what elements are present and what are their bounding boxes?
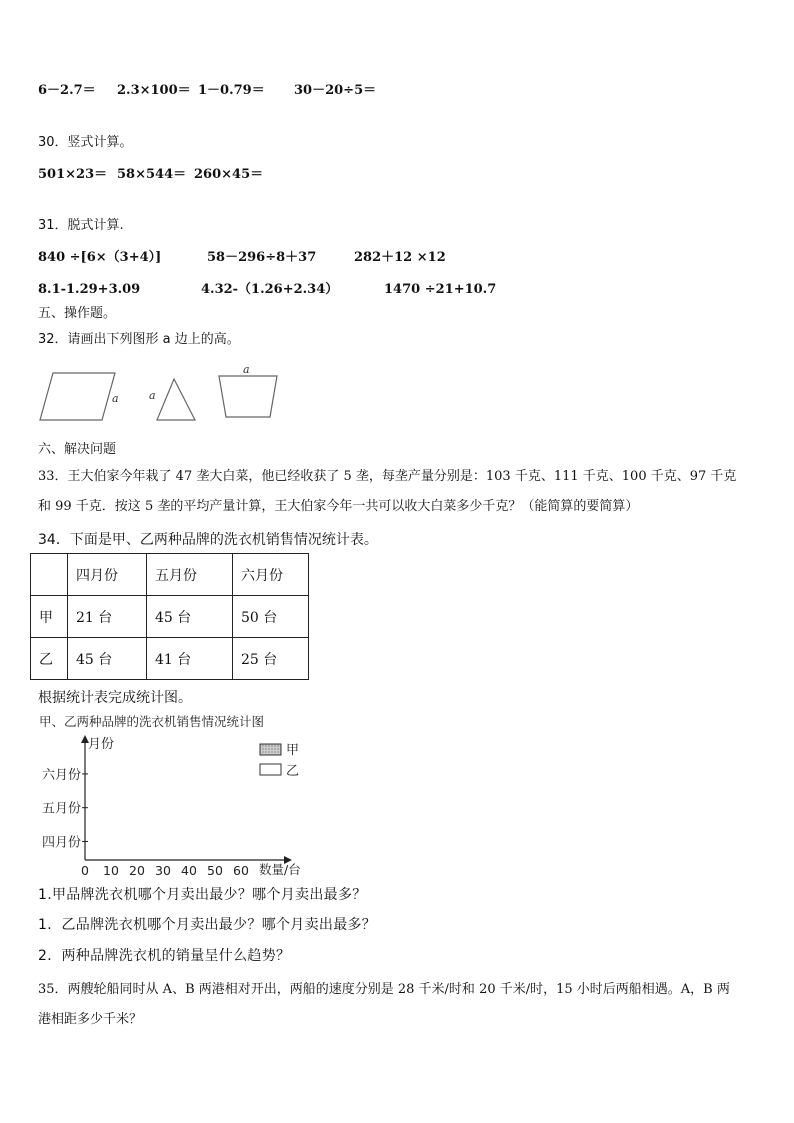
calc-item: 840 ÷[6×（3+4）] [38,250,162,265]
q33-line-2: 和 99 千克．按这 5 垄的平均产量计算，王大伯家今年一共可以收大白菜多少千克？（能简算的要简算） [38,499,639,514]
table-cell: 25 台 [233,638,309,680]
chart-category-labels [42,768,88,851]
table-header-cell: 四月份 [68,554,147,596]
sales-table [30,553,309,680]
calc-item: 58×544＝ [117,167,187,182]
q34-title: 34．下面是甲、乙两种品牌的洗衣机销售情况统计表。 [38,532,378,548]
table-header-cell [31,554,68,596]
legend-swatch-pattern [261,745,280,754]
table-header-row [31,554,309,596]
chart-x-tick-label: 40 [181,863,197,878]
table-cell: 21 台 [68,596,147,638]
triangle-label-a: a [149,389,156,402]
q32-title: 32．请画出下列图形 a 边上的高。 [38,332,240,347]
chart-x-tick-label: 30 [155,863,171,878]
q30-title: 30．竖式计算。 [38,135,133,150]
table-row [31,596,309,638]
calc-item: 282＋12 ×12 [354,250,446,265]
chart-x-tick-label: 0 [81,863,89,878]
table-cell: 45 台 [68,638,147,680]
chart-x-axis-label: 数量/台 [259,862,301,877]
q31-title: 31．脱式计算. [38,218,124,233]
q34-sub-1: 1.甲品牌洗衣机哪个月卖出最少？哪个月卖出最多？ [38,887,367,903]
table-cell: 甲 [31,596,68,638]
legend-swatch-yi [260,764,281,775]
table-cell: 乙 [31,638,68,680]
chart-y-axis-label: 月份 [88,737,115,752]
chart-x-tick-label: 10 [103,863,119,878]
chart-x-tick-label: 50 [207,863,223,878]
sales-chart [34,712,334,882]
q32-figures [38,364,288,426]
chart-category-label: 五月份 [41,801,81,817]
chart-x-tick-label: 60 [233,863,249,878]
calc-item: 1－0.79＝ [198,83,265,98]
q35-line-1: 35．两艘轮船同时从 A、B 两港相对开出，两船的速度分别是 28 千米/时和 20 千米/时，15 小时后两船相遇。A，B 两 [38,982,730,997]
calc-item: 30－20÷5＝ [294,83,377,98]
legend-label-jia: 甲 [286,743,300,758]
section-6-heading: 六、解决问题 [38,442,117,457]
parallelogram-shape [40,373,115,420]
q33-line-1: 33．王大伯家今年栽了 47 垄大白菜，他已经收获了 5 垄，每垄产量分别是：103 千克、111 千克、100 千克、97 千克 [38,469,737,484]
calc-item: 6－2.7＝ [38,83,96,98]
parallelogram-label-a: a [112,392,119,405]
table-row [31,638,309,680]
calc-item: 260×45＝ [194,167,264,182]
chart-x-tick-labels [81,863,249,878]
calc-item: 1470 ÷21+10.7 [384,282,497,297]
calc-item: 2.3×100＝ [117,83,191,98]
q34-sub-3: 2．两种品牌洗衣机的销量呈什么趋势？ [38,948,291,964]
trapezoid-shape [219,376,277,417]
calc-item: 4.32-（1.26+2.34） [201,282,339,297]
legend-label-yi: 乙 [286,764,300,779]
trapezoid-label-a: a [243,364,250,376]
chart-title: 甲、乙两种品牌的洗衣机销售情况统计图 [39,714,265,729]
table-cell: 45 台 [147,596,233,638]
table-cell: 41 台 [147,638,233,680]
table-header-cell: 六月份 [233,554,309,596]
chart-x-tick-label: 20 [129,863,145,878]
chart-category-label: 四月份 [41,835,81,851]
calc-item: 8.1-1.29+3.09 [38,282,141,297]
q34-sub-2: 1．乙品牌洗衣机哪个月卖出最少？哪个月卖出最多？ [38,917,377,933]
table-header-cell: 五月份 [147,554,233,596]
calc-item: 58－296÷8＋37 [207,250,317,265]
section-5-heading: 五、操作题。 [38,306,117,321]
calc-item: 501×23＝ [38,167,108,182]
triangle-shape [157,379,195,420]
chart-category-label: 六月份 [41,767,81,783]
q34-instruction: 根据统计表完成统计图。 [38,690,192,706]
q35-line-2: 港相距多少千米？ [38,1012,143,1027]
table-cell: 50 台 [233,596,309,638]
